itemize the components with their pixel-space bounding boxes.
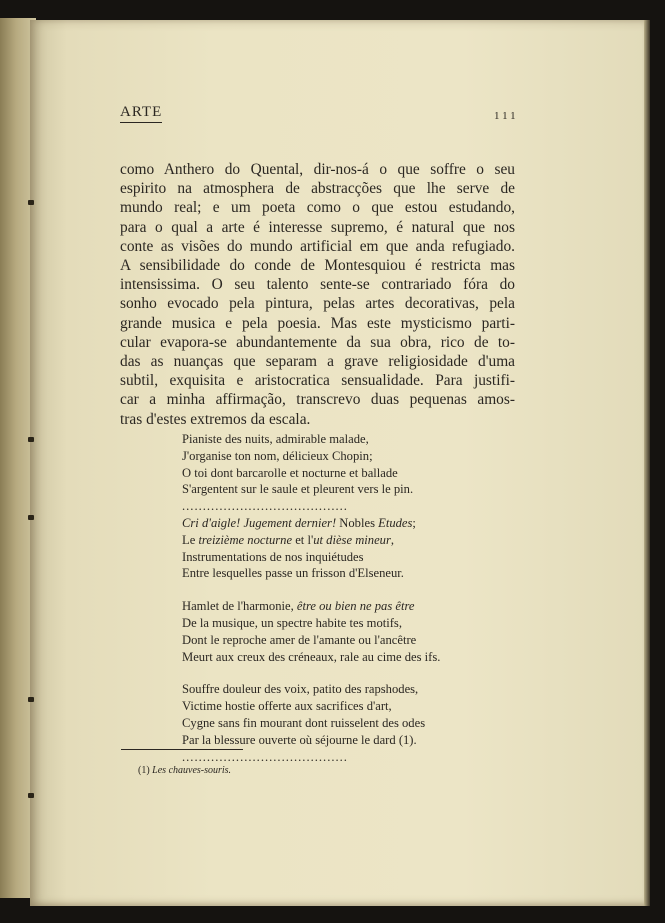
verse-line: S'argentent sur le saule et pleurent vers le pin.: [182, 482, 414, 497]
verse-text: ,: [390, 532, 395, 547]
verse-text: Le: [182, 532, 199, 547]
text-line: mundo real; e um poeta como o que estou estudando,: [120, 199, 515, 217]
verse-line: Pianiste des nuits, admirable malade,: [182, 432, 369, 446]
text-line: como Anthero do Quental, dir-nos-á o que soffre o seu: [120, 161, 515, 178]
ellipsis-dots: ........................................: [182, 499, 348, 514]
footnote-text: Les chauves-souris.: [152, 765, 232, 776]
verse-line: Dont le reproche amer de l'amante ou l'ancêtre: [182, 632, 417, 647]
verse-line: Entre lesquelles passe un frisson d'Elseneur.: [182, 566, 404, 581]
text-line: sonho evocado pela pintura, pelas artes decorativas, pela: [120, 295, 515, 313]
binding-mark: [28, 697, 34, 702]
binding-mark: [28, 793, 34, 798]
verse-italic: Etudes: [378, 515, 413, 530]
verse-line: Par la blessure ouverte où séjourne le dard (1).: [182, 732, 417, 747]
body-paragraph: [120, 160, 515, 429]
verse-text: Nobles: [336, 515, 379, 530]
verse-line: Victime hostie offerte aux sacrifices d'art,: [182, 699, 392, 714]
text-line: subtil, exquisita e aristocratica sensualidade. Para justifi-: [120, 372, 515, 390]
text-line: grande musica e pela poesia. Mas este mysticismo parti-: [120, 314, 515, 332]
page-edge: [644, 20, 650, 906]
text-line: espirito na atmosphera de abstracções que lhe serve de: [120, 180, 515, 198]
verse-text: ;: [412, 515, 416, 530]
verse-italic: être ou bien ne pas être: [296, 599, 415, 614]
verse-line: Meurt aux creux des créneaux, rale au cime des ifs.: [182, 649, 441, 664]
verse-line: Cygne sans fin mourant dont ruisselent des odes: [182, 715, 426, 730]
footnote: [138, 765, 231, 776]
verse-text: Hamlet de l'harmonie,: [182, 599, 297, 614]
verse-line: J'organise ton nom, délicieux Chopin;: [182, 448, 373, 463]
stanza-gap: [182, 582, 472, 598]
verse-line: [182, 532, 472, 549]
page-number: 111: [494, 110, 519, 122]
text-line: conte as visões do mundo artificial em que anda refugiado.: [120, 237, 515, 255]
verse-line: [182, 515, 472, 532]
verse-italic: treizième nocturne: [198, 532, 293, 547]
verse-line: [182, 598, 472, 615]
verse-italic: ut dièse mineur: [313, 532, 391, 547]
stanza-gap: [182, 665, 472, 681]
ellipsis-dots: ........................................: [182, 749, 348, 764]
verse-line: O toi dont barcarolle et nocturne et ballade: [182, 465, 398, 480]
verse-line: Souffre douleur des voix, patito des rapshodes,: [182, 682, 419, 697]
verse-italic: Cri d'aigle! Jugement dernier!: [182, 515, 337, 530]
verse-line: De la musique, un spectre habite tes motifs,: [182, 615, 402, 630]
text-line: A sensibilidade do conde de Montesquiou é restricta mas: [120, 257, 515, 275]
text-line: das as nuanças que separam a grave religiosidade d'uma: [120, 353, 515, 371]
binding-mark: [28, 437, 34, 442]
footnote-marker: (1): [138, 765, 153, 776]
quoted-poem: [182, 431, 472, 765]
verse-text: et l': [292, 532, 314, 547]
running-header: ARTE: [120, 103, 162, 123]
footnote-rule: [121, 749, 243, 750]
text-line: tras d'estes extremos da escala.: [120, 410, 311, 428]
text-line: cular evapora-se abundantemente da sua obra, rico de to-: [120, 333, 515, 351]
text-line: para o qual a arte é interesse supremo, é natural que nos: [120, 218, 515, 236]
binding-mark: [28, 200, 34, 205]
verse-line: Instrumentations de nos inquiétudes: [182, 549, 364, 564]
text-line: car a minha affirmação, transcrevo duas pequenas amos-: [120, 391, 515, 409]
binding-mark: [28, 515, 34, 520]
text-line: intensissima. O seu talento sente-se contrariado fóra do: [120, 276, 515, 294]
